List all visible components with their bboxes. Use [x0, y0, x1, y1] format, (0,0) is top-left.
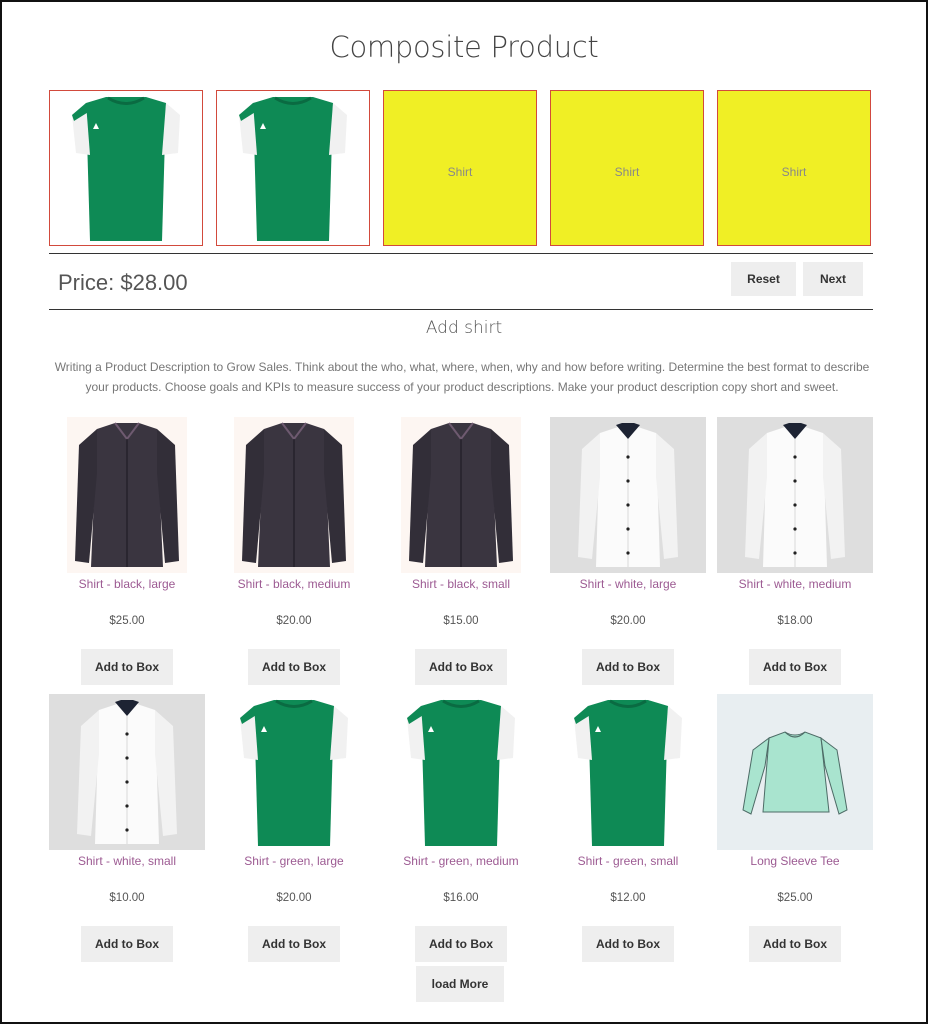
load-more-button[interactable]: load More — [416, 966, 504, 1002]
step-title: Add shirt — [425, 318, 503, 338]
white-shirt-image — [717, 417, 873, 573]
product-price: $25.00 — [777, 892, 813, 904]
product-price: $15.00 — [443, 615, 479, 627]
reset-button[interactable]: Reset — [731, 262, 796, 296]
product-image[interactable] — [383, 417, 539, 573]
product-card — [717, 694, 873, 964]
add-to-box-button[interactable]: Add to Box — [248, 926, 340, 962]
add-to-box-button[interactable]: Add to Box — [248, 649, 340, 685]
green-shirt-image — [550, 694, 706, 850]
add-to-box-button[interactable]: Add to Box — [582, 649, 674, 685]
product-card — [49, 694, 205, 964]
product-price: $12.00 — [610, 892, 646, 904]
slot-3[interactable] — [383, 90, 537, 246]
product-card — [550, 694, 706, 964]
total-price: Price: $28.00 — [58, 270, 188, 295]
slot-1[interactable] — [49, 90, 203, 246]
product-card — [383, 417, 539, 687]
divider — [49, 253, 873, 254]
product-name-link[interactable]: Shirt - black, large — [78, 577, 176, 591]
product-price: $10.00 — [109, 892, 145, 904]
slot-label: Shirt — [614, 165, 640, 179]
green-shirt-image — [217, 91, 369, 245]
product-name-link[interactable]: Shirt - green, large — [244, 854, 344, 868]
product-image[interactable] — [383, 694, 539, 850]
next-button[interactable]: Next — [803, 262, 863, 296]
product-name-link[interactable]: Shirt - black, small — [411, 577, 511, 591]
product-image[interactable] — [216, 417, 372, 573]
add-to-box-button[interactable]: Add to Box — [749, 649, 841, 685]
divider — [49, 309, 873, 310]
black-shirt-image — [216, 417, 372, 573]
slot-5[interactable] — [717, 90, 871, 246]
slot-4[interactable] — [550, 90, 704, 246]
add-to-box-button[interactable]: Add to Box — [415, 926, 507, 962]
product-name-link[interactable]: Shirt - green, small — [577, 854, 679, 868]
product-card — [383, 694, 539, 964]
product-price: $20.00 — [276, 892, 312, 904]
green-shirt-image — [216, 694, 372, 850]
product-card — [216, 417, 372, 687]
add-to-box-button[interactable]: Add to Box — [582, 926, 674, 962]
add-to-box-button[interactable]: Add to Box — [81, 926, 173, 962]
product-name-link[interactable]: Shirt - green, medium — [403, 854, 519, 868]
component-slots — [49, 90, 873, 250]
product-name-link[interactable]: Shirt - white, small — [77, 854, 177, 868]
black-shirt-image — [383, 417, 539, 573]
green-shirt-image — [383, 694, 539, 850]
product-price: $18.00 — [777, 615, 813, 627]
add-to-box-button[interactable]: Add to Box — [415, 649, 507, 685]
product-price: $25.00 — [109, 615, 145, 627]
step-description: Writing a Product Description to Grow Sales. Think about the who, what, where, when, why and how before writing. Determine the best format to describe your products. Choose goals and KPIs to measure success of your product descriptions. Make your product description copy short and sweet. — [54, 360, 870, 394]
product-image[interactable] — [550, 694, 706, 850]
product-image[interactable] — [216, 694, 372, 850]
slot-label: Shirt — [447, 165, 473, 179]
page-title: Composite Product — [329, 30, 599, 64]
product-image[interactable] — [49, 694, 205, 850]
product-card — [49, 417, 205, 687]
add-to-box-button[interactable]: Add to Box — [81, 649, 173, 685]
long-sleeve-tee-image — [717, 694, 873, 850]
add-to-box-button[interactable]: Add to Box — [749, 926, 841, 962]
white-shirt-image — [49, 694, 205, 850]
slot-2[interactable] — [216, 90, 370, 246]
product-card — [216, 694, 372, 964]
product-name-link[interactable]: Long Sleeve Tee — [750, 854, 840, 868]
product-image[interactable] — [550, 417, 706, 573]
product-name-link[interactable]: Shirt - white, medium — [738, 577, 852, 591]
product-image[interactable] — [49, 417, 205, 573]
product-image[interactable] — [717, 694, 873, 850]
white-shirt-image — [550, 417, 706, 573]
product-price: $20.00 — [276, 615, 312, 627]
product-name-link[interactable]: Shirt - black, medium — [237, 577, 351, 591]
product-name-link[interactable]: Shirt - white, large — [579, 577, 677, 591]
slot-label: Shirt — [781, 165, 807, 179]
product-price: $16.00 — [443, 892, 479, 904]
product-card — [717, 417, 873, 687]
green-shirt-image — [50, 91, 202, 245]
product-card — [550, 417, 706, 687]
black-shirt-image — [49, 417, 205, 573]
product-price: $20.00 — [610, 615, 646, 627]
product-image[interactable] — [717, 417, 873, 573]
